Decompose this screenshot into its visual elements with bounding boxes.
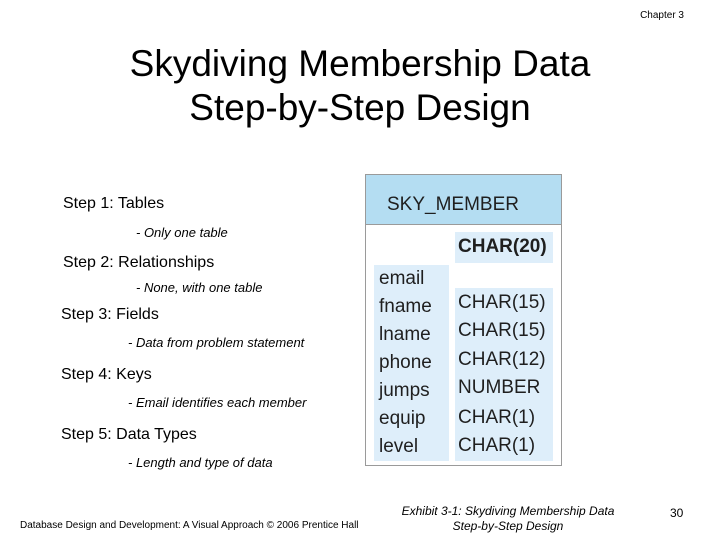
field-name-level: level [379,436,419,457]
field-type-level: CHAR(1) [458,435,536,456]
exhibit-caption [392,504,624,534]
sky-member-table [365,174,562,466]
step-5-note: - Length and type of data [128,455,273,470]
field-name-email: email [379,268,425,289]
slide-title [0,42,720,130]
step-3-note: - Data from problem statement [128,335,305,350]
footer-source: Database Design and Development: A Visual Approach © 2006 Prentice Hall [20,520,359,531]
step-2-note: - None, with one table [136,280,263,295]
field-name-fname: fname [379,296,432,317]
field-name-phone: phone [379,352,432,373]
key-type: CHAR(20) [458,236,547,257]
field-name-lname: lname [379,324,431,345]
table-name: SKY_MEMBER [387,194,519,215]
field-type-jumps: NUMBER [458,377,541,398]
title-line-2: Step-by-Step Design [189,87,531,128]
page-number: 30 [670,506,684,520]
field-name-equip: equip [379,408,426,429]
caption-line-2: Step-by-Step Design [452,519,564,533]
step-5-heading: Step 5: Data Types [61,426,197,443]
caption-line-1: Exhibit 3-1: Skydiving Membership Data [401,504,615,518]
chapter-label: Chapter 3 [640,10,684,21]
field-type-fname: CHAR(15) [458,292,546,313]
step-4-note: - Email identifies each member [128,395,307,410]
step-1-note: - Only one table [136,225,228,240]
table-header [366,175,561,225]
step-1-heading: Step 1: Tables [63,195,165,212]
field-type-phone: CHAR(12) [458,349,546,370]
field-type-equip: CHAR(1) [458,407,536,428]
step-3-heading: Step 3: Fields [61,306,159,323]
title-line-1: Skydiving Membership Data [129,43,591,84]
field-type-lname: CHAR(15) [458,320,546,341]
step-2-heading: Step 2: Relationships [63,254,215,271]
step-4-heading: Step 4: Keys [61,366,152,383]
field-name-jumps: jumps [379,380,430,401]
